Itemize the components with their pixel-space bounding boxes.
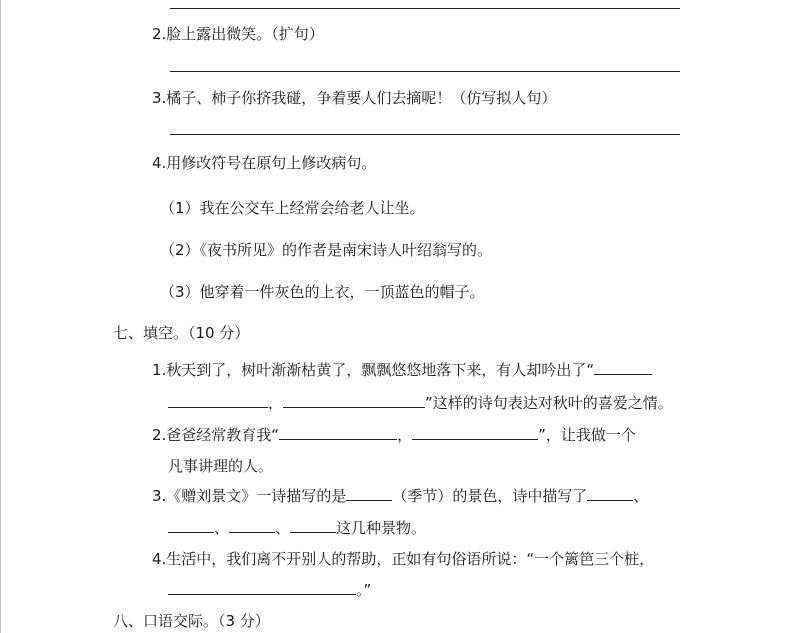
separator: 、 bbox=[633, 487, 649, 505]
blank-7-3-d[interactable] bbox=[290, 518, 336, 533]
blank-7-3-a[interactable] bbox=[587, 486, 633, 501]
section-8-title: 八、口语交际。（3 分） bbox=[113, 612, 270, 630]
blank-7-4[interactable] bbox=[168, 580, 356, 595]
question-6-3: 3.橘子、柿子你挤我碰，争着要人们去摘呢！（仿写拟人句） bbox=[152, 89, 557, 107]
blank-7-3-c[interactable] bbox=[229, 518, 275, 533]
comma: ， bbox=[268, 394, 284, 412]
answer-line-prev[interactable] bbox=[170, 8, 680, 9]
question-6-4-item-1: （1）我在公交车上经常会给老人让坐。 bbox=[160, 199, 425, 217]
question-7-4-tail: 。” bbox=[356, 581, 372, 599]
blank-7-1-c[interactable] bbox=[283, 393, 425, 408]
blank-7-3-season[interactable] bbox=[346, 486, 392, 501]
blank-7-1-a[interactable] bbox=[594, 360, 652, 375]
question-7-3-line1 bbox=[152, 486, 648, 506]
blank-7-2-b[interactable] bbox=[412, 425, 538, 440]
page-edge bbox=[0, 0, 1, 633]
question-6-4: 4.用修改符号在原句上修改病句。 bbox=[152, 154, 377, 172]
question-7-3-tail: 这几种景物。 bbox=[336, 519, 427, 537]
answer-line-6-2[interactable] bbox=[170, 71, 680, 72]
question-6-4-item-2: （2）《夜书所见》的作者是南宋诗人叶绍翁写的。 bbox=[160, 241, 493, 259]
separator: 、 bbox=[214, 519, 230, 537]
question-7-1-line1 bbox=[152, 360, 652, 380]
question-7-2-line1 bbox=[152, 425, 636, 445]
section-7-title: 七、填空。（10 分） bbox=[113, 324, 250, 342]
question-7-2-tail: ”，让我做一个 bbox=[538, 426, 636, 444]
question-7-3-mid: （季节）的景色，诗中描写了 bbox=[392, 487, 588, 505]
question-7-1-tail: ”这样的诗句表达对秋叶的喜爱之情。 bbox=[425, 394, 673, 412]
question-6-4-item-3: （3）他穿着一件灰色的上衣，一顶蓝色的帽子。 bbox=[160, 283, 485, 301]
blank-7-3-b[interactable] bbox=[168, 518, 214, 533]
question-7-3-text: 3.《赠刘景文》一诗描写的是 bbox=[152, 487, 347, 505]
question-7-1-text: 1.秋天到了，树叶渐渐枯黄了，飘飘悠悠地落下来，有人却吟出了“ bbox=[152, 361, 595, 379]
comma: ， bbox=[397, 426, 413, 444]
question-7-2-line2: 凡事讲理的人。 bbox=[168, 457, 274, 475]
question-7-2-text: 2.爸爸经常教育我“ bbox=[152, 426, 280, 444]
separator: 、 bbox=[275, 519, 291, 537]
question-7-4-line2 bbox=[168, 580, 371, 600]
question-7-4-line1: 4.生活中，我们离不开别人的帮助，正如有句俗语所说：“一个篱笆三个桩， bbox=[152, 550, 655, 568]
blank-7-1-b[interactable] bbox=[168, 393, 268, 408]
blank-7-2-a[interactable] bbox=[279, 425, 397, 440]
question-7-1-line2 bbox=[168, 393, 673, 413]
question-7-3-line2 bbox=[168, 518, 426, 538]
question-6-2: 2.脸上露出微笑。（扩句） bbox=[152, 25, 324, 43]
answer-line-6-3[interactable] bbox=[170, 134, 680, 135]
